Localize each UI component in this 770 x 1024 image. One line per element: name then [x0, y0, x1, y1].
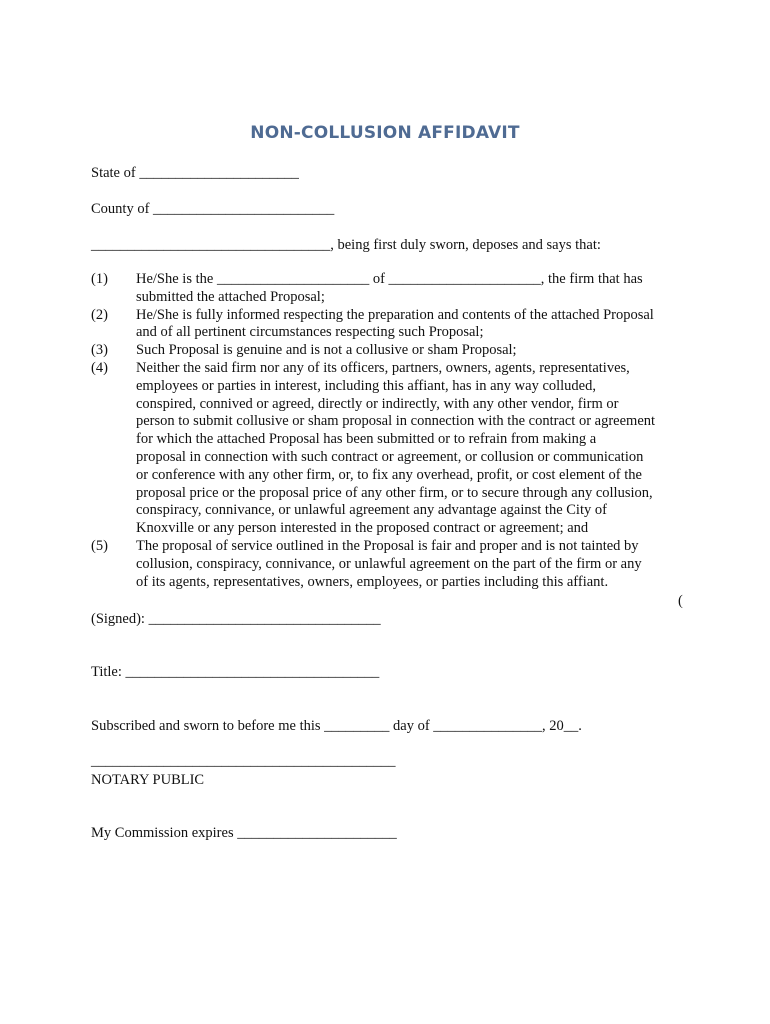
- clause-line: proposal price or the proposal price of any other firm, or to secure through any collusion,: [136, 484, 653, 501]
- clause-line: and of all pertinent circumstances respecting such Proposal;: [136, 324, 484, 341]
- clause-line: Such Proposal is genuine and is not a collusive or sham Proposal;: [136, 342, 517, 359]
- clause-number: (2): [91, 306, 108, 323]
- clause-line: person to submit collusive or sham proposal in connection with the contract or agreement: [136, 413, 656, 430]
- notary-signature-rule: __________________________________________: [91, 753, 396, 769]
- clause-line: of its agents, representatives, owners, employees, or parties including this affiant.: [136, 573, 609, 590]
- clause-text: [136, 307, 681, 343]
- clause-line: Knoxville or any person interested in the proposed contract or agreement; and: [136, 520, 589, 537]
- stray-parenthesis: (: [678, 593, 683, 609]
- clause-line: Neither the said firm nor any of its officers, partners, owners, agents, representatives,: [136, 359, 630, 376]
- clause-text: [136, 342, 681, 360]
- signed-line: (Signed): ________________________________: [91, 611, 381, 627]
- clause-line: or conference with any other firm, or, to fix any overhead, profit, or cost element of the: [136, 466, 642, 483]
- clause-line: The proposal of service outlined in the Proposal is fair and proper and is not tainted by: [136, 537, 639, 554]
- clause-1: [91, 271, 691, 307]
- clause-line: He/She is fully informed respecting the preparation and contents of the attached Proposal: [136, 306, 654, 323]
- clause-5: [91, 538, 691, 591]
- clause-line: employees or parties in interest, including this affiant, has in any way colluded,: [136, 377, 596, 394]
- title-line: Title: ___________________________________: [91, 664, 380, 680]
- clause-line: conspired, connived or agreed, directly or indirectly, with any other vendor, firm or: [136, 395, 619, 412]
- clause-number: (4): [91, 359, 108, 376]
- clause-line: for which the attached Proposal has been submitted or to refrain from making a: [136, 431, 597, 448]
- clause-number: (3): [91, 342, 108, 359]
- clause-text: [136, 271, 681, 307]
- notary-public-label: NOTARY PUBLIC: [91, 772, 205, 788]
- subscribed-sworn-line: Subscribed and sworn to before me this _________ day of _______________, 20__.: [91, 718, 582, 734]
- clause-number: (5): [91, 537, 108, 554]
- county-line: County of _________________________: [91, 201, 335, 217]
- clause-line: conspiracy, connivance, or unlawful agreement any advantage against the City of: [136, 502, 607, 519]
- state-line: State of ______________________: [91, 165, 299, 181]
- sworn-statement-line: _________________________________, being first duly sworn, deposes and says that:: [91, 237, 601, 253]
- document-title: NON-COLLUSION AFFIDAVIT: [250, 123, 520, 143]
- clause-line: collusion, conspiracy, connivance, or unlawful agreement on the part of the firm or any: [136, 555, 642, 572]
- clause-number: (1): [91, 271, 108, 287]
- clause-line: He/She is the _____________________ of _____________________, the firm that has: [136, 271, 643, 287]
- clause-line: proposal in connection with such contract or agreement, or collusion or communication: [136, 448, 644, 465]
- clause-4: [91, 360, 691, 538]
- clause-text: [136, 538, 681, 591]
- clause-2: [91, 307, 691, 343]
- clause-text: [136, 360, 681, 538]
- clause-3: [91, 342, 691, 360]
- clause-line: submitted the attached Proposal;: [136, 288, 325, 305]
- commission-expires-line: My Commission expires ______________________: [91, 825, 397, 841]
- affidavit-clauses: [91, 271, 691, 591]
